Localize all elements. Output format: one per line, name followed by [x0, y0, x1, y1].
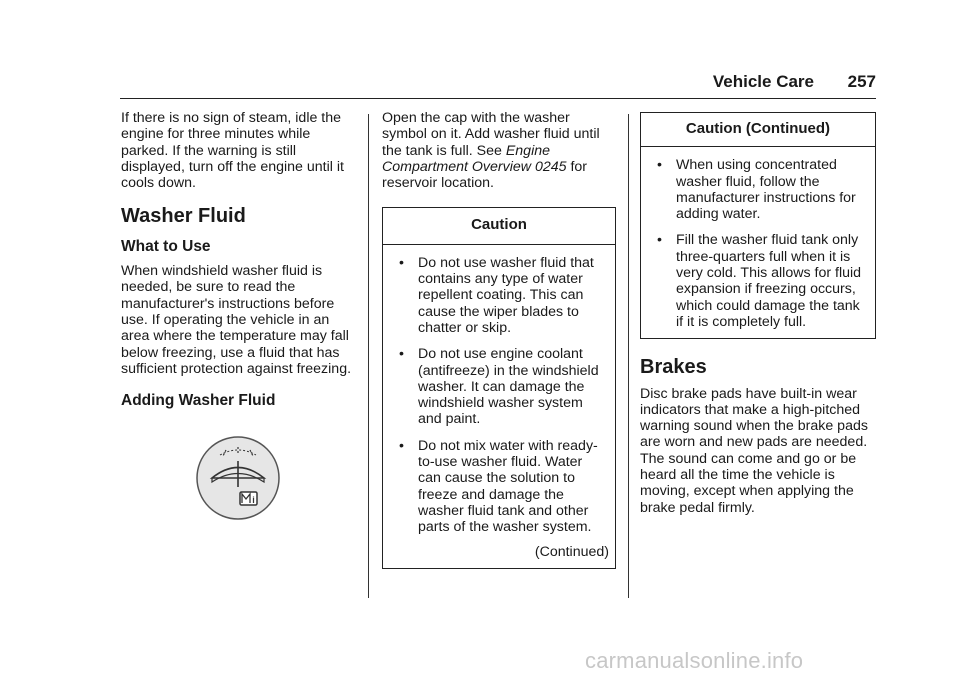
- page-number: 257: [847, 72, 876, 91]
- washer-cap-paragraph: Open the cap with the washer symbol on it. Add washer fluid until the tank is full. See Engine Compartment Overview 0245 for reservoir location.: [382, 110, 600, 192]
- caution-title: Caution: [383, 208, 615, 244]
- what-to-use-heading: What to Use: [121, 237, 211, 255]
- what-to-use-paragraph: When windshield washer fluid is needed, be sure to read the manufacturer's instructions before use. If operating the vehicle in an area where the temperature may fall below freezing, use a fluid that has sufficient protection against freezing.: [121, 263, 352, 377]
- bullet-icon: •: [657, 157, 662, 174]
- svg-text:i: i: [252, 495, 255, 506]
- bullet-icon: •: [399, 437, 404, 454]
- list-item: • Do not use engine coolant (antifreeze) in the windshield washer. It can damage the windshield washer system and paint.: [391, 346, 609, 427]
- adding-washer-fluid-heading: Adding Washer Fluid: [121, 392, 276, 410]
- bullet-icon: •: [657, 232, 662, 249]
- bullet-icon: •: [399, 346, 404, 363]
- caution-continued-title: Caution (Continued): [641, 113, 875, 147]
- washer-fluid-heading: Washer Fluid: [121, 205, 246, 228]
- list-item: • When using concentrated washer fluid, follow the manufacturer instructions for adding water.: [649, 157, 869, 222]
- engine-compartment-link[interactable]: Engine Compartment Overview: [382, 142, 551, 175]
- washer-fluid-symbol-icon: [195, 435, 281, 521]
- brakes-paragraph: Disc brake pads have built-in wear indicators that make a high-pitched warning sound when the brake pads are worn and new pads are needed. The sound can come and go or be heard all the time the vehicle is moving, except when applying the brake pedal firmly.: [640, 385, 868, 516]
- list-item: • Do not mix water with ready-to-use washer fluid. Water can cause the solution to freeze and damage the washer fluid tank and other parts of the washer system.: [391, 438, 609, 536]
- watermark: carmanualsonline.info: [585, 648, 804, 673]
- caution-continued-box: [640, 112, 876, 339]
- column-divider: [628, 114, 629, 598]
- continued-label: (Continued): [534, 543, 609, 560]
- section-title: Vehicle Care: [712, 72, 814, 91]
- page-header: [120, 72, 876, 99]
- column-middle: [382, 110, 616, 569]
- page-ref[interactable]: 245: [542, 158, 567, 175]
- list-item: • Do not use washer fluid that contains any type of water repellent coating. This can cause the wiper blades to chatter or skip.: [391, 255, 609, 336]
- bullet-icon: •: [399, 254, 404, 271]
- page-ref-arrow: 0: [534, 158, 543, 175]
- steam-paragraph: If there is no sign of steam, idle the engine for three minutes while parked. If the warning is still displayed, turn off the engine until it cools down.: [121, 110, 344, 192]
- column-divider: [368, 114, 369, 598]
- list-item: • Fill the washer fluid tank only three-quarters full when it is very cold. This allows for fluid expansion if freezing occurs, which could damage the tank if it is completely full.: [649, 232, 869, 330]
- caution-box: [382, 207, 616, 568]
- brakes-heading: Brakes: [640, 356, 707, 379]
- column-right: [640, 110, 876, 516]
- column-left: [121, 110, 357, 521]
